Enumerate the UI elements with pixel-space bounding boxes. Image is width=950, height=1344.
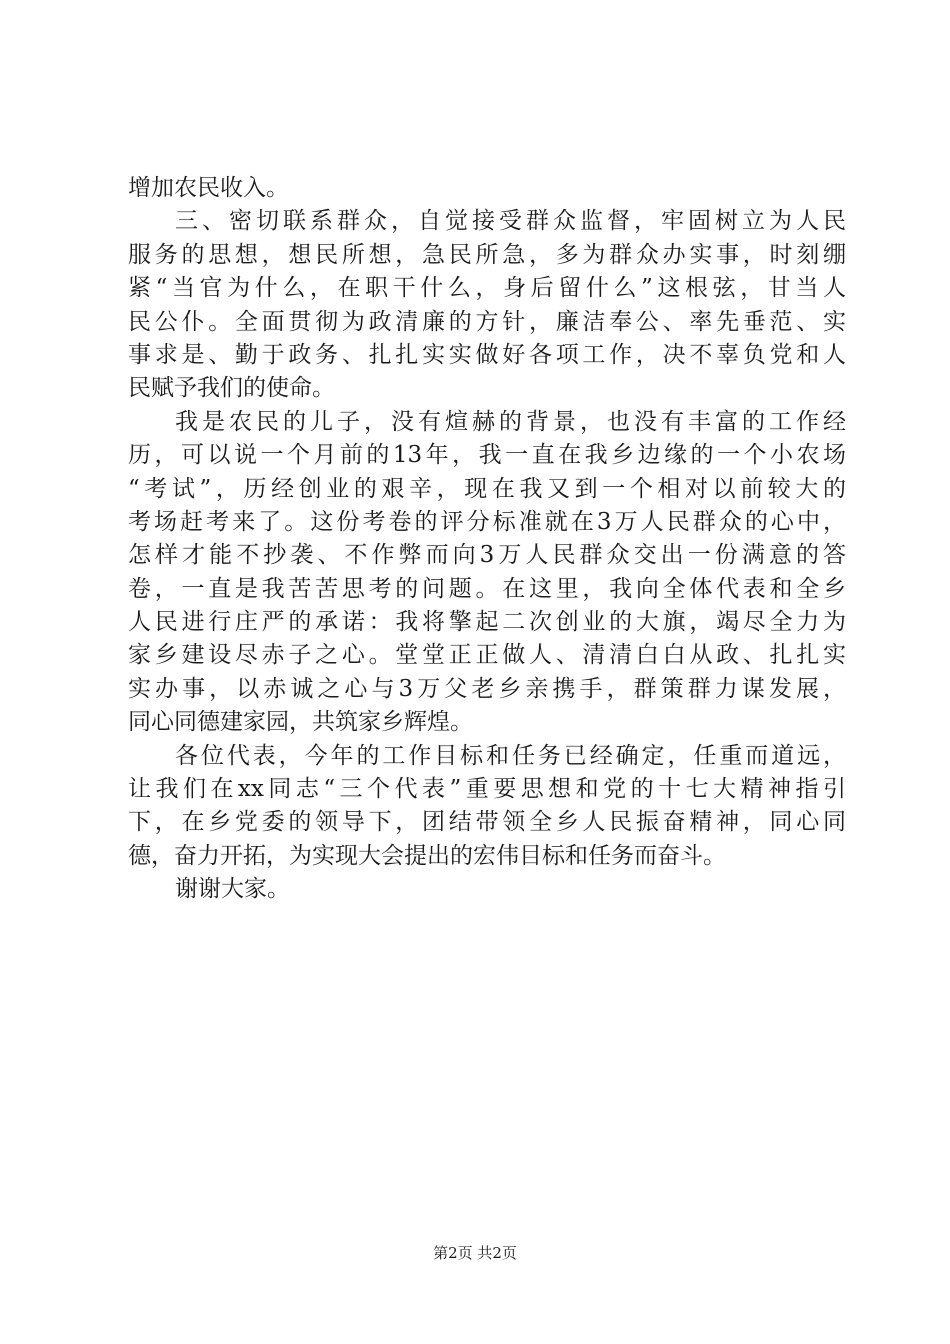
text-line: 民赋予我们的使命。 — [128, 375, 335, 402]
text-line: 谢谢大家。 — [175, 876, 290, 903]
text-line: 怎样才能不抄袭、不作弊而向3万人民群众交出一份满意的答 — [128, 542, 846, 569]
text-line: “考试”，历经创业的艰辛，现在我又到一个相对以前较大的 — [128, 475, 846, 502]
text-line: 事求是、勤于政务、扎扎实实做好各项工作，决不辜负党和人 — [128, 341, 846, 368]
document-body — [128, 172, 846, 907]
text-line: 考场赶考来了。这份考卷的评分标准就在3万人民群众的心中， — [128, 508, 846, 535]
text-line: 德，奋力开拓，为实现大会提出的宏伟目标和任务而奋斗。 — [128, 842, 726, 869]
page-number-footer: 第2页 共2页 — [433, 1244, 517, 1262]
text-line: 同心同德建家园，共筑家乡辉煌。 — [128, 709, 473, 736]
text-line: 增加农民收入。 — [128, 175, 289, 201]
text-line: 各位代表，今年的工作目标和任务已经确定，任重而道远， — [175, 742, 846, 769]
text-line: 下，在乡党委的领导下，团结带领全乡人民振奋精神，同心同 — [128, 809, 846, 836]
text-line: 家乡建设尽赤子之心。堂堂正正做人、清清白白从政、扎扎实 — [128, 642, 846, 669]
text-line: 实办事，以赤诚之心与3万父老乡亲携手，群策群力谋发展， — [128, 675, 846, 702]
text-line: 紧“当官为什么，在职干什么，身后留什么”这根弦，甘当人 — [128, 275, 846, 302]
text-line: 人民进行庄严的承诺：我将擎起二次创业的大旗，竭尽全力为 — [128, 609, 846, 636]
text-line: 卷，一直是我苦苦思考的问题。在这里，我向全体代表和全乡 — [128, 575, 846, 602]
text-line: 历，可以说一个月前的13年，我一直在我乡边缘的一个小农场 — [128, 442, 846, 469]
text-line: 三、密切联系群众，自觉接受群众监督，牢固树立为人民 — [175, 208, 846, 235]
text-line: 我是农民的儿子，没有煊赫的背景，也没有丰富的工作经 — [175, 408, 846, 435]
text-line: 让我们在xx同志“三个代表”重要思想和党的十七大精神指引 — [128, 776, 846, 803]
text-line: 民公仆。全面贯彻为政清廉的方针，廉洁奉公、率先垂范、实 — [128, 308, 846, 335]
text-line: 服务的思想，想民所想，急民所急，多为群众办实事，时刻绷 — [128, 241, 846, 268]
